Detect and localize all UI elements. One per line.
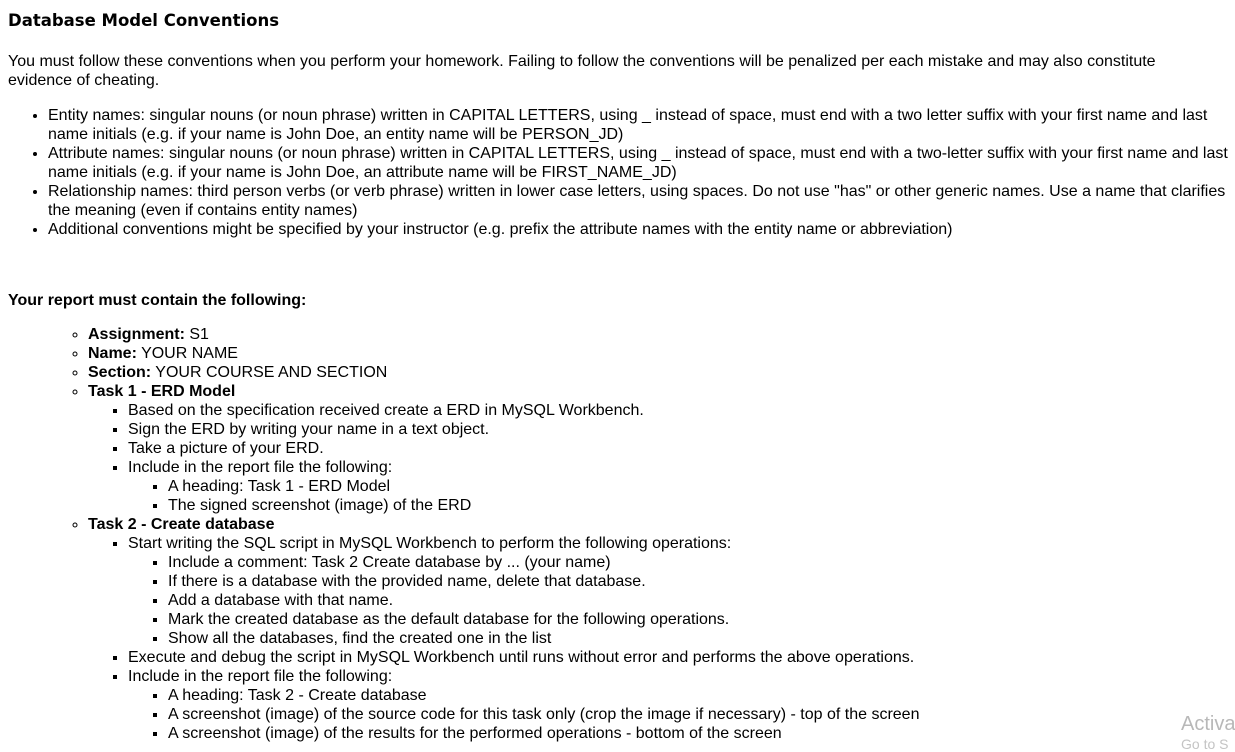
task2-step-script: [128, 534, 919, 648]
assignment-label: Assignment:: [88, 326, 185, 343]
task2-title: Task 2 - Create database: [88, 516, 275, 533]
assignment-value: S1: [184, 326, 209, 343]
report-heading: Your report must contain the following:: [8, 292, 307, 309]
task2-steps: [88, 534, 919, 743]
intro-paragraph: You must follow these conventions when you perform your homework. Failing to follow the conventions will be penalized per each mistake and may also constitute evidence of cheating.: [8, 53, 1156, 89]
task1-include-list: [128, 477, 919, 515]
conventions-list: [8, 106, 1228, 239]
task2-operations-list: [128, 553, 919, 648]
task2-include-item: ▪ A heading: Task 2 - Create database: [168, 686, 919, 705]
convention-attribute-names: • Attribute names: singular nouns (or noun phrase) written in CAPITAL LETTERS, using _ instead of space, must end with a two-letter suffix with your first name and last name initials (e.g. if your name is John Doe, an attribute name will be FIRST_NAME_JD): [48, 144, 1228, 182]
task2-step-execute: ▪ Execute and debug the script in MySQL Workbench until runs without error and performs the above operations.: [128, 648, 919, 667]
convention-additional: • Additional conventions might be specified by your instructor (e.g. prefix the attribute names with the entity name or abbreviation): [48, 220, 1228, 239]
name-value: YOUR NAME: [136, 345, 238, 362]
convention-relationship-names: • Relationship names: third person verbs (or verb phrase) written in lower case letters, using spaces. Do not use "has" or other generic names. Use a name that clarifies the meaning (even if contains entity names): [48, 182, 1228, 220]
task1-step-include: [128, 458, 919, 515]
task2-include-item: ▪ A screenshot (image) of the results for the performed operations - bottom of the screen: [168, 724, 919, 743]
report-item-name: [88, 344, 919, 363]
task2-include-item: ▪ A screenshot (image) of the source code for this task only (crop the image if necessary) - top of the screen: [168, 705, 919, 724]
task1-title: Task 1 - ERD Model: [88, 383, 236, 400]
task2-operation: ▪ Show all the databases, find the created one in the list: [168, 629, 919, 648]
task1-include-item: ▪ The signed screenshot (image) of the ERD: [168, 496, 919, 515]
report-item-task2: [88, 515, 919, 743]
task1-include-intro: Include in the report file the following:: [128, 459, 393, 476]
activation-watermark: [1181, 712, 1235, 752]
task2-operation: ▪ If there is a database with the provided name, delete that database.: [168, 572, 919, 591]
name-label: Name:: [88, 345, 137, 362]
task2-include-intro: Include in the report file the following:: [128, 668, 393, 685]
task2-operation: ▪ Mark the created database as the default database for the following operations.: [168, 610, 919, 629]
report-item-task1: [88, 382, 919, 515]
section-value: YOUR COURSE AND SECTION: [151, 364, 388, 381]
report-requirements-list: [48, 325, 919, 743]
task1-step: ▪ Take a picture of your ERD.: [128, 439, 919, 458]
task2-include-list: [128, 686, 919, 743]
report-item-section: [88, 363, 919, 382]
convention-entity-names: • Entity names: singular nouns (or noun phrase) written in CAPITAL LETTERS, using _ instead of space, must end with a two letter suffix with your first name and last name initials (e.g. if your name is John Doe, an entity name will be PERSON_JD): [48, 106, 1228, 144]
task2-operation: ▪ Include a comment: Task 2 Create database by ... (your name): [168, 553, 919, 572]
task2-step-include: [128, 667, 919, 743]
watermark-line2: Go to S: [1181, 736, 1229, 752]
report-item-assignment: [88, 325, 919, 344]
watermark-line1: Activa: [1181, 713, 1235, 735]
task1-step: ▪ Based on the specification received create a ERD in MySQL Workbench.: [128, 401, 919, 420]
task1-include-item: ▪ A heading: Task 1 - ERD Model: [168, 477, 919, 496]
task1-step: ▪ Sign the ERD by writing your name in a text object.: [128, 420, 919, 439]
section-label: Section:: [88, 364, 152, 381]
task2-operation: ▪ Add a database with that name.: [168, 591, 919, 610]
page-title: Database Model Conventions: [8, 11, 280, 30]
task2-script-intro: Start writing the SQL script in MySQL Workbench to perform the following operations:: [128, 535, 732, 552]
task1-steps: [88, 401, 919, 515]
